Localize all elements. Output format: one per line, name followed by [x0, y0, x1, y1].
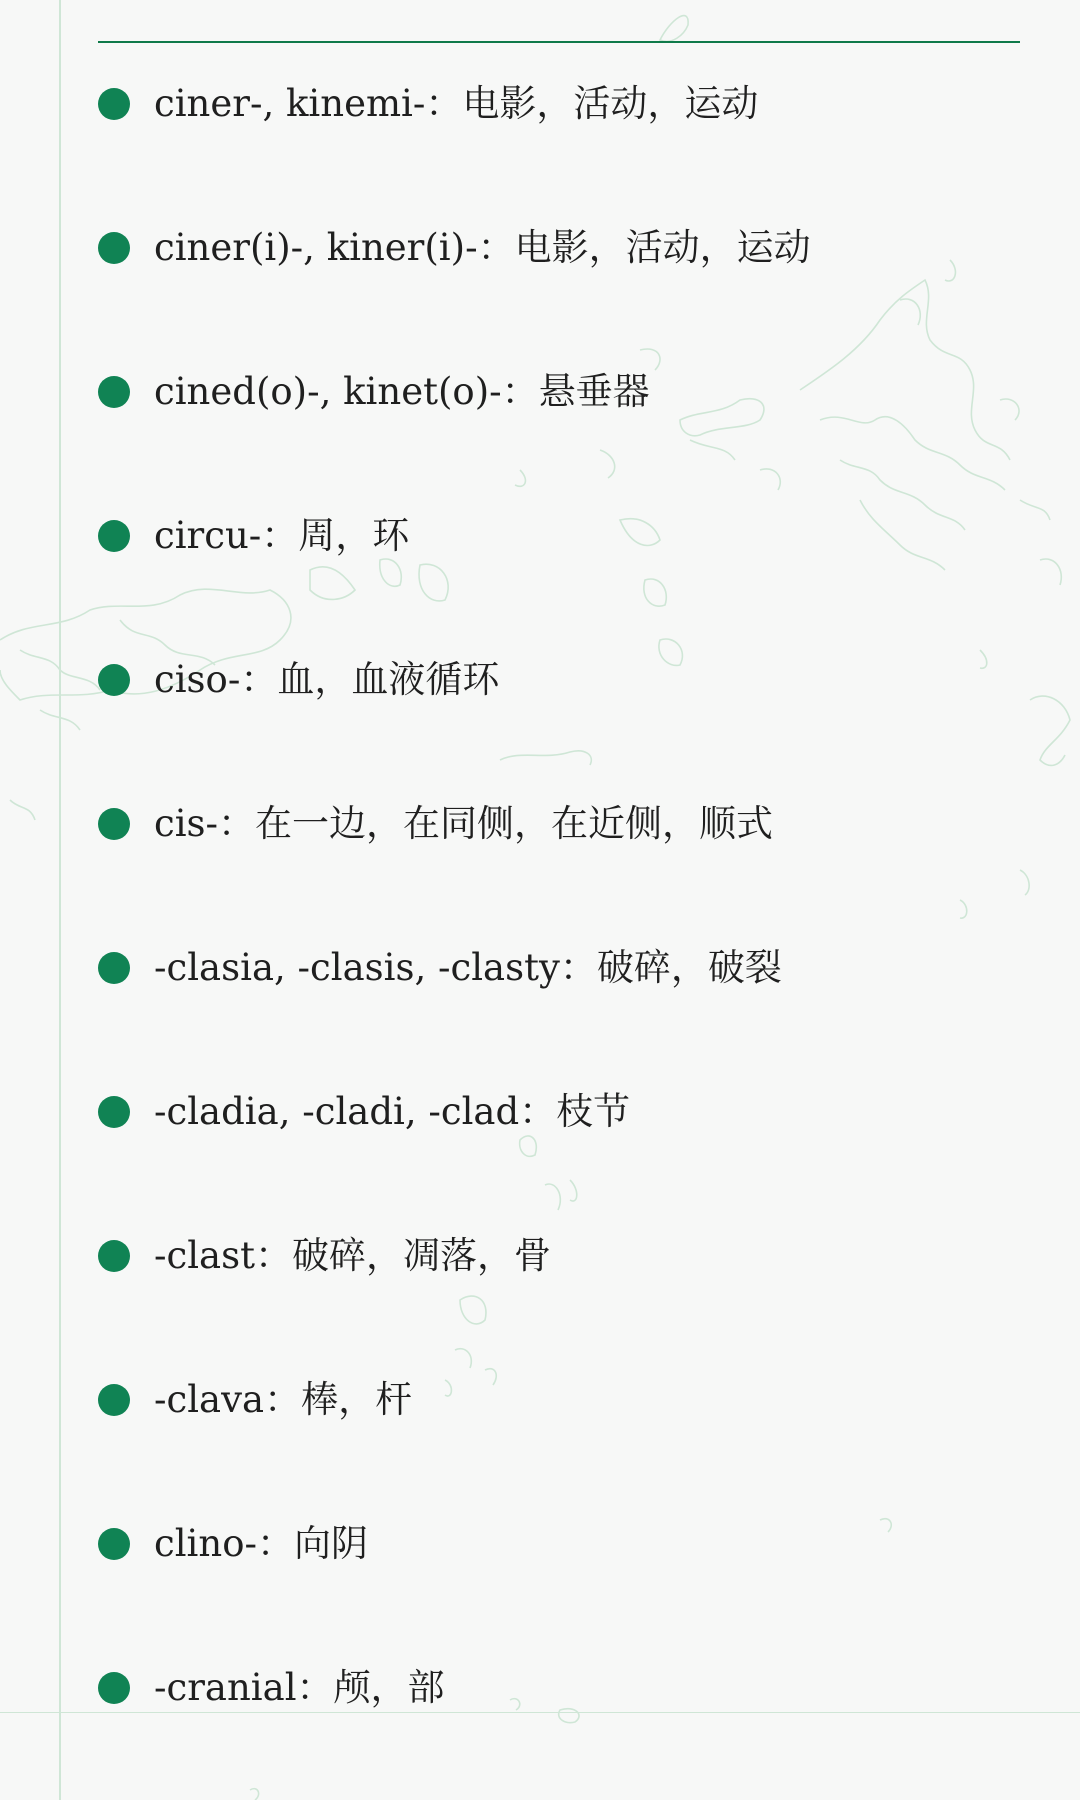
bullet-dot	[98, 1240, 130, 1272]
list-item	[98, 924, 1048, 1068]
bullet-dot	[98, 520, 130, 552]
bullet-dot	[98, 1096, 130, 1128]
list-item	[98, 780, 1048, 924]
list-item	[98, 60, 1048, 204]
bullet-dot	[98, 1384, 130, 1416]
entry-text: ciner-, kinemi-：电影，活动，运动	[154, 82, 759, 125]
bullet-dot	[98, 88, 130, 120]
list-item	[98, 204, 1048, 348]
bullet-dot	[98, 1672, 130, 1704]
entry-text: circu-：周，环	[154, 514, 410, 557]
bullet-dot	[98, 1528, 130, 1560]
left-margin-line	[59, 0, 61, 1800]
entry-text: -clast：破碎，凋落，骨	[154, 1234, 551, 1277]
entry-text: ciso-：血，血液循环	[154, 658, 500, 701]
list-item	[98, 1644, 1048, 1788]
list-item	[98, 1212, 1048, 1356]
bullet-dot	[98, 664, 130, 696]
list-item	[98, 636, 1048, 780]
bullet-dot	[98, 952, 130, 984]
list-item	[98, 492, 1048, 636]
list-item	[98, 1500, 1048, 1644]
bullet-dot	[98, 376, 130, 408]
entry-text: -cladia, -cladi, -clad：枝节	[154, 1090, 631, 1133]
entry-text: -clava：棒，杆	[154, 1378, 413, 1421]
entry-text: clino-：向阴	[154, 1522, 368, 1565]
entry-text: ciner(i)-, kiner(i)-：电影，活动，运动	[154, 226, 811, 269]
list-item	[98, 348, 1048, 492]
bullet-dot	[98, 808, 130, 840]
entry-text: -clasia, -clasis, -clasty：破碎，破裂	[154, 946, 782, 989]
top-rule	[98, 41, 1020, 43]
entry-text: cined(o)-, kinet(o)-：悬垂器	[154, 370, 650, 413]
list-item	[98, 1356, 1048, 1500]
list-item	[98, 1068, 1048, 1212]
bullet-dot	[98, 232, 130, 264]
entry-text: cis-：在一边，在同侧，在近侧，顺式	[154, 802, 774, 845]
entry-text: -cranial：颅，部	[154, 1666, 445, 1709]
entry-list	[98, 60, 1048, 1788]
